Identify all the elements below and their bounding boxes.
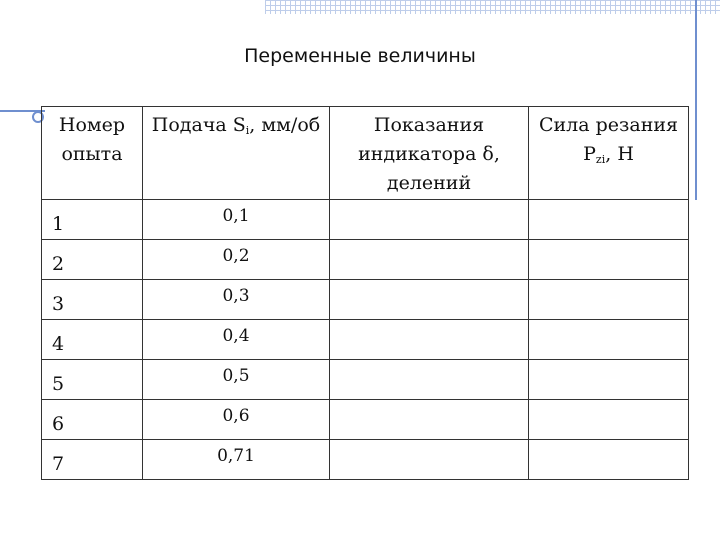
cell-indicator-reading: [330, 360, 529, 400]
cell-feed-value: 0,5: [143, 360, 330, 400]
cell-feed-value: 0,4: [143, 320, 330, 360]
cell-cutting-force: [529, 440, 689, 480]
table-row: [42, 280, 689, 320]
cell-feed-value: 0,3: [143, 280, 330, 320]
cell-cutting-force: [529, 320, 689, 360]
header-feed: Подача $S_i$, мм/об: [143, 107, 330, 200]
cell-cutting-force: [529, 200, 689, 240]
cell-cutting-force: [529, 280, 689, 320]
cell-cutting-force: [529, 360, 689, 400]
cell-feed-value: 0,2: [143, 240, 330, 280]
table-row: [42, 360, 689, 400]
page-title: Переменные величины: [244, 45, 476, 67]
cell-experiment-number: 2: [42, 240, 143, 280]
table-row: [42, 400, 689, 440]
table-row: [42, 200, 689, 240]
decorative-vertical-line: [695, 0, 697, 200]
table-row: [42, 440, 689, 480]
cell-feed-value: 0,71: [143, 440, 330, 480]
cell-cutting-force: [529, 400, 689, 440]
header-indicator-reading: Показания индикатора δ, делений: [330, 107, 529, 200]
cell-experiment-number: 1: [42, 200, 143, 240]
cell-cutting-force: [529, 240, 689, 280]
cell-feed-value: 0,1: [143, 200, 330, 240]
cell-experiment-number: 4: [42, 320, 143, 360]
table-row: [42, 320, 689, 360]
header-cutting-force: Сила резания $P_{zi}$, Н: [529, 107, 689, 200]
decorative-grid: [265, 0, 720, 14]
cell-indicator-reading: [330, 400, 529, 440]
cell-experiment-number: 3: [42, 280, 143, 320]
cell-indicator-reading: [330, 240, 529, 280]
cell-indicator-reading: [330, 200, 529, 240]
header-experiment-number: Номер опыта: [42, 107, 143, 200]
cell-indicator-reading: [330, 280, 529, 320]
table-body: [42, 200, 689, 480]
cell-experiment-number: 6: [42, 400, 143, 440]
cell-experiment-number: 7: [42, 440, 143, 480]
cell-indicator-reading: [330, 320, 529, 360]
cell-feed-value: 0,6: [143, 400, 330, 440]
table-header-row: [42, 107, 689, 200]
cell-experiment-number: 5: [42, 360, 143, 400]
table-row: [42, 240, 689, 280]
cell-indicator-reading: [330, 440, 529, 480]
data-table: [41, 106, 689, 480]
